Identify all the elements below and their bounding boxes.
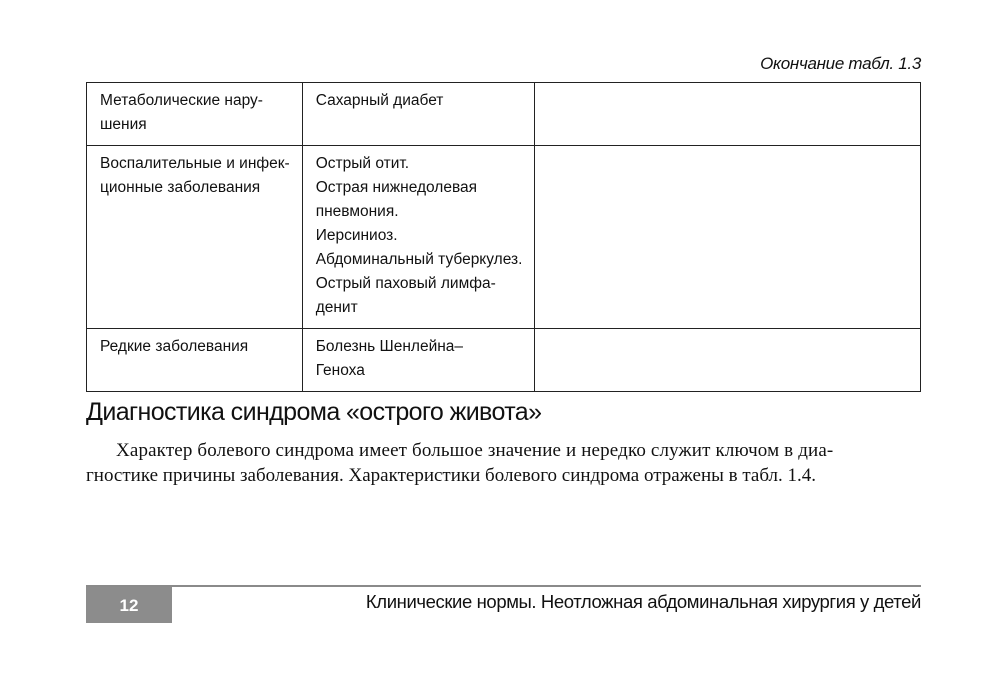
cell-text-line: шения (100, 116, 147, 133)
cell-text-line: денит (315, 299, 358, 316)
cell-text-line: Геноха (315, 362, 365, 379)
cell-text-line: Иерсиниоз. (315, 227, 398, 244)
table-cell-notes (535, 329, 921, 392)
page-number: 12 (86, 587, 172, 623)
table-cell-items (302, 329, 535, 392)
table-cell-items (302, 83, 535, 146)
cell-text-line: Метаболические нару- (100, 92, 263, 109)
table-cell-group (87, 83, 303, 146)
cell-text-line: Болезнь Шенлейна– (315, 338, 464, 355)
cell-text-line: Редкие заболевания (100, 338, 249, 355)
cell-text-line: Сахарный диабет (315, 92, 444, 109)
table-cell-items (302, 146, 535, 329)
cell-text-line: Острый отит. (315, 155, 410, 172)
table-cell-notes (535, 146, 921, 329)
cell-text-line: Острый паховый лимфа- (315, 275, 496, 292)
cell-text-line: Острая нижнедолевая (315, 179, 478, 196)
table-caption: Окончание табл. 1.3 (760, 54, 921, 73)
cell-text-line: ционные заболевания (100, 179, 261, 196)
section-heading: Диагностика синдрома «острого живота» (86, 398, 542, 426)
symptoms-table (86, 82, 921, 392)
table-cell-notes (535, 83, 921, 146)
running-title: Клинические нормы. Неотложная абдоминальная хирургия у детей (365, 591, 921, 612)
table-cell-group (87, 146, 303, 329)
footer-divider (86, 585, 921, 587)
cell-text-line: Абдоминальный туберкулез. (315, 251, 523, 268)
cell-text-line: пневмония. (315, 203, 399, 220)
table-row (87, 329, 921, 392)
section-paragraph (86, 438, 921, 488)
table-row (87, 83, 921, 146)
cell-text-line: Воспалительные и инфек- (100, 155, 290, 172)
table-row (87, 146, 921, 329)
paragraph-line: гностике причины заболевания. Характеристики болевого синдрома отражены в табл. 1.4. (86, 465, 817, 486)
table-cell-group (87, 329, 303, 392)
paragraph-line: Характер болевого синдрома имеет большое значение и нередко служит ключом в диа- (116, 440, 834, 461)
